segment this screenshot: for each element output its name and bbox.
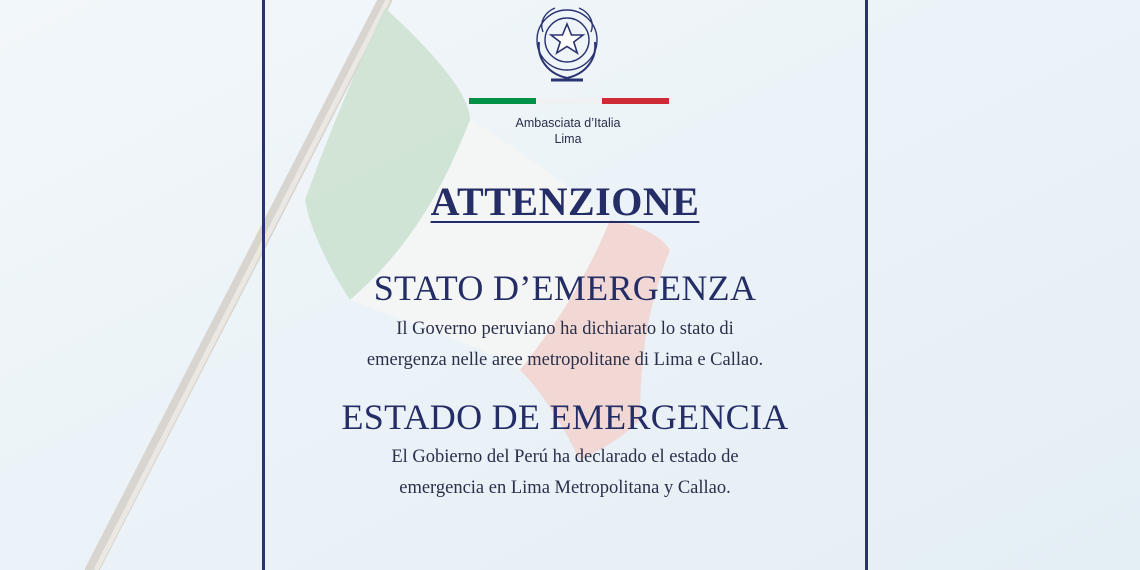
embassy-line-1: Ambasciata d’Italia — [515, 116, 621, 130]
spanish-text-line-1: El Gobierno del Perú ha declarado el estado de — [391, 447, 739, 467]
red-stripe — [602, 98, 669, 104]
spanish-heading: ESTADO DE EMERGENCIA — [341, 397, 789, 437]
spanish-text-line-2: emergencia en Lima Metropolitana y Callao. — [399, 478, 731, 498]
italian-text-line-1: Il Governo peruviano ha dichiarato lo stato di — [396, 319, 734, 339]
italian-republic-emblem-icon — [529, 2, 605, 84]
italian-text-line-2: emergenza nelle aree metropolitane di Lima e Callao. — [366, 350, 764, 370]
embassy-line-2: Lima — [554, 132, 582, 146]
green-stripe — [469, 98, 536, 104]
white-stripe — [536, 98, 603, 104]
notice-title: ATTENZIONE — [430, 179, 700, 224]
italian-heading: STATO D’EMERGENZA — [373, 268, 757, 308]
embassy-name — [470, 115, 666, 147]
tricolor-divider — [469, 98, 669, 104]
